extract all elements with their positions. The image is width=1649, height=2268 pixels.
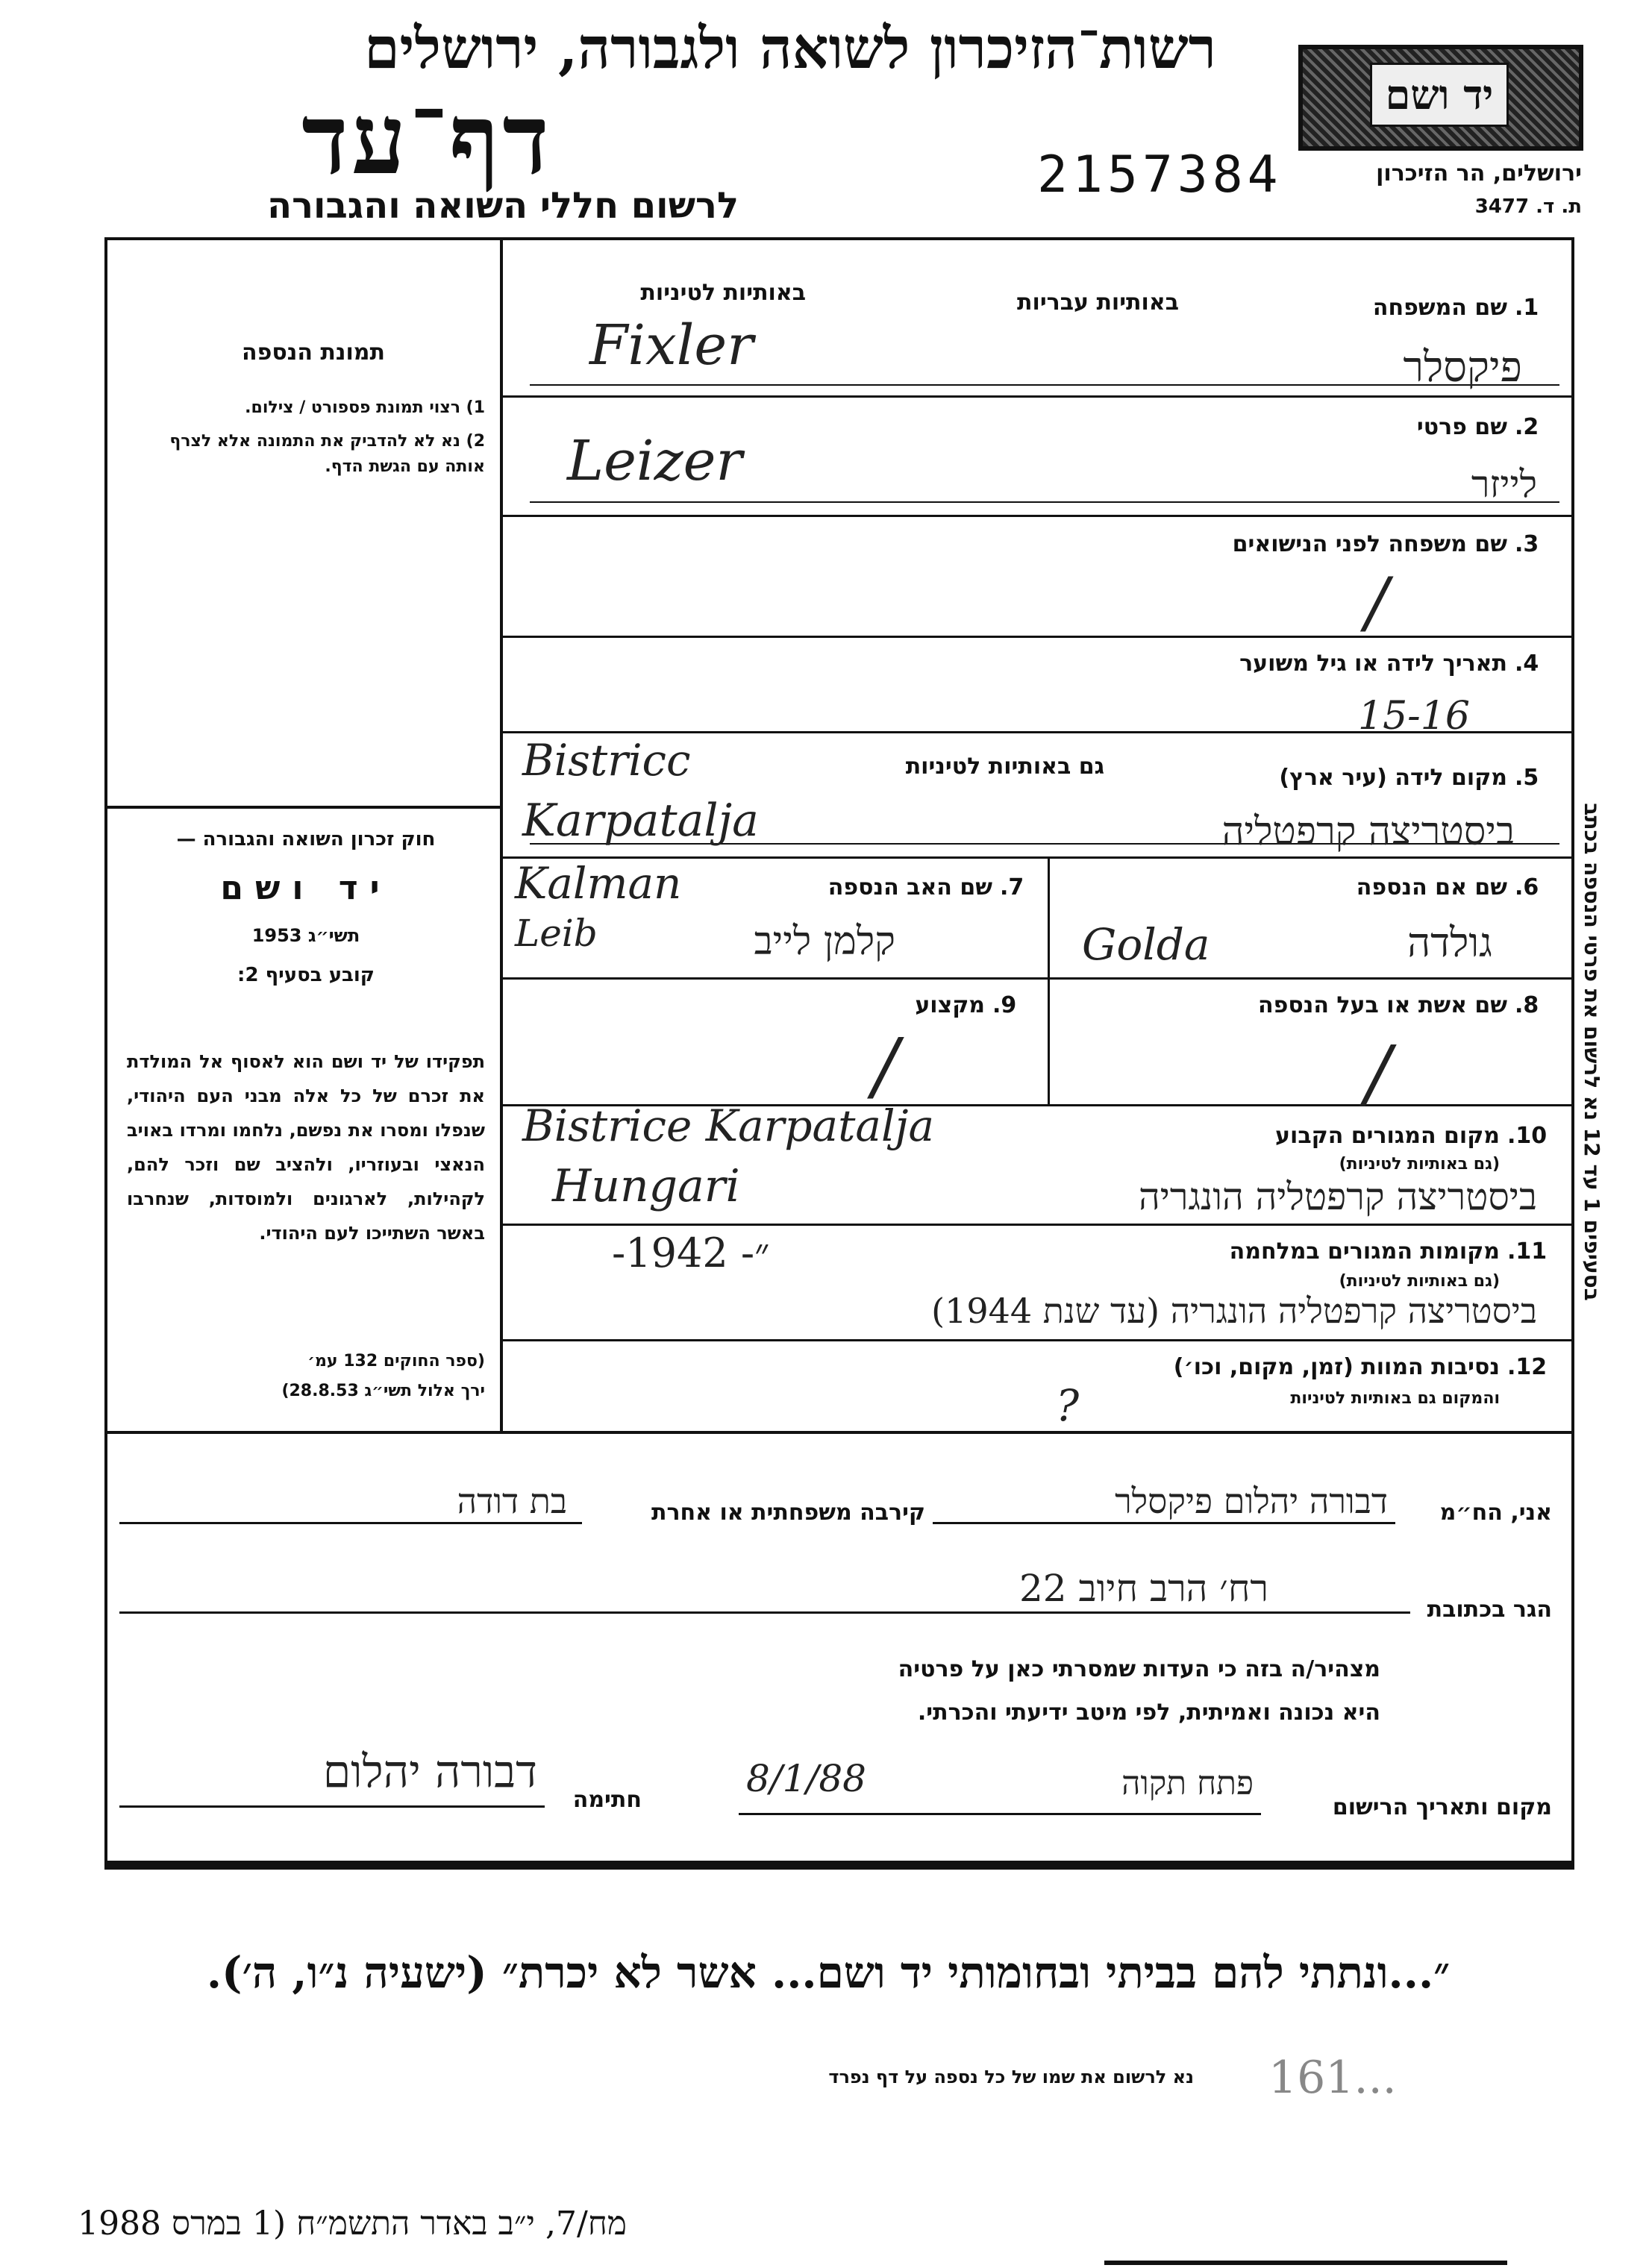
- field-2-label: שם פרטי: [1416, 414, 1507, 440]
- declaration-name: דבורה יהלום פיקסלר: [1115, 1481, 1388, 1521]
- field-4-label: תאריך לידה או גיל משוער: [1239, 651, 1507, 677]
- field-9-value: /: [873, 1022, 898, 1109]
- field-12-label: נסיבות המוות (זמן, מקום, וכו׳): [1173, 1354, 1500, 1380]
- law-section: קובע בסעיף 2:: [237, 964, 375, 986]
- field-7-latin-value-1: Kalman: [515, 858, 682, 909]
- document-number: 2157384: [1037, 145, 1283, 204]
- field-5-latin-value-1: Bistricc: [522, 735, 691, 786]
- law-source-1: (ספר החוקים 132 עמ׳: [307, 1352, 485, 1370]
- field-2-number: 2.: [1515, 414, 1539, 440]
- yad-vashem-logo: [1298, 45, 1583, 151]
- address-text: ירושלים, הר הזיכרון: [1376, 160, 1582, 187]
- field-4-value: 15-16: [1358, 694, 1470, 739]
- field-6-latin-value: Golda: [1082, 919, 1210, 970]
- side-note-part-1: נא לרשום את פרטי הנספה בכתב: [1580, 803, 1604, 1121]
- logo-text: יד ושם: [1370, 63, 1509, 127]
- law-text: תפקידו של יד ושם הוא לאסוף אל המולדת את זכרם של כל אלה מבני העם היהודי, שנפלו ומסרו את נפשם, נלחמו ומרדו באויב הנאצי ובעוזריו, ולהציב שם וזכר להם, לקהילות, לארגונים ולמוסדות, שנחרבו באשר השתייכו לעם היהודי.: [127, 1051, 485, 1244]
- page-subtitle: לרשום חללי השואה והגבורה: [267, 185, 739, 227]
- field-1-number: 1.: [1515, 295, 1539, 321]
- side-note-part-2: בסעיפים 1 עד 12: [1580, 1127, 1604, 1301]
- field-1-sub-latin: באותיות לטיניות: [640, 280, 806, 306]
- field-6-label: שם אם הנספה: [1356, 874, 1507, 900]
- field-10-sub: (גם באותיות לטיניות): [1339, 1155, 1500, 1174]
- side-note: [1574, 671, 1604, 1432]
- field-7-number: 7.: [1000, 874, 1024, 900]
- field-11-sub: (גם באותיות לטיניות): [1339, 1272, 1500, 1291]
- field-1-latin-value: Fixler: [589, 313, 754, 378]
- field-6-hebrew-value: גולדה: [1407, 919, 1492, 966]
- field-11-number: 11.: [1507, 1238, 1548, 1265]
- field-8-number: 8.: [1515, 992, 1539, 1018]
- law-name: יד ושם: [220, 869, 392, 907]
- po-box-text: ת. ד. 3477: [1474, 195, 1582, 218]
- field-10-latin-value-1: Bistrice Karpatalja: [522, 1100, 935, 1151]
- place-date-value: פתח תקוה: [1121, 1764, 1254, 1802]
- law-source-2: ירך אלול תשי״ג 28.8.53): [281, 1382, 485, 1400]
- field-7-hebrew-value: קלמן לייב: [754, 919, 895, 964]
- field-12-sub: והמקום גם באותיות לטיניות: [1290, 1389, 1500, 1408]
- field-7-label: שם האב הנספה: [827, 874, 992, 900]
- field-3-label: שם משפחה לפני הנישואים: [1232, 531, 1507, 557]
- field-5-sub-latin: גם באותיות לטיניות: [905, 754, 1104, 780]
- field-8-value: /: [1365, 1030, 1391, 1117]
- field-5-hebrew-value: ביסטריצה קרפטליה: [1221, 809, 1515, 854]
- place-date-label: מקום ותאריך הרישום: [1332, 1794, 1552, 1820]
- field-10-label: מקום המגורים הקבוע: [1275, 1123, 1500, 1149]
- org-title: רשות־הזיכרון לשואה ולגבורה, ירושלים: [364, 15, 1216, 81]
- field-1-hebrew-value: פיקסלר: [1403, 343, 1522, 392]
- field-8-label: שם אשת או בעל הנספה: [1258, 992, 1507, 1018]
- field-11-hebrew-value: ביסטריצה קרפטליה הונגריה (עד שנת 1944): [931, 1291, 1537, 1331]
- declaration-relation-label: קירבה משפחתית או אחרת: [651, 1500, 925, 1526]
- stamp-number: 161...: [1268, 2052, 1397, 2104]
- field-11-value-1: -״- 1942: [612, 1229, 770, 1276]
- field-6-number: 6.: [1515, 874, 1539, 900]
- field-3-number: 3.: [1515, 531, 1539, 557]
- field-9-number: 9.: [992, 992, 1017, 1018]
- declaration-address-value: רח׳ הרב חיוב 22: [1018, 1567, 1268, 1610]
- field-5-label: מקום לידה (עיר ארץ): [1279, 765, 1507, 791]
- law-year: תשי״ג 1953: [251, 925, 360, 946]
- declaration-address-label: הגר בכתובת: [1427, 1597, 1552, 1623]
- field-7-latin-value-2: Leib: [515, 912, 598, 955]
- field-10-number: 10.: [1507, 1123, 1548, 1149]
- declaration-statement-1: מצהיר/ה בזה כי העדות שמסרתי כאן על פרטיה: [898, 1656, 1380, 1682]
- field-10-latin-value-2: Hungari: [552, 1160, 740, 1212]
- printer-line: מח/7, י״ב באדר התשמ״ח (1 במרס 1988: [78, 2205, 627, 2243]
- footnote: נא לרשום את שמו של כל נספה על דף נפרד: [828, 2067, 1194, 2087]
- field-5-number: 5.: [1515, 765, 1539, 791]
- date-value: 8/1/88: [746, 1757, 866, 1800]
- signature-label: חתימה: [572, 1787, 642, 1813]
- field-12-value: ?: [1056, 1380, 1080, 1431]
- field-4-number: 4.: [1515, 651, 1539, 677]
- page-title: דף־עד: [301, 82, 552, 196]
- signature-value: דבורה יהלום: [322, 1746, 537, 1798]
- field-12-number: 12.: [1507, 1354, 1548, 1380]
- law-title: חוק זכרון השואה והגבורה —: [176, 828, 436, 850]
- field-2-latin-value: Leizer: [567, 429, 742, 493]
- field-3-value: /: [1365, 563, 1389, 642]
- form-frame-bottom: [104, 1864, 1574, 1870]
- photo-title: תמונת הנספה: [242, 339, 385, 366]
- quote: ״...ונתתי להם בביתי ובחומותי יד ושם... אשר לא יכרת״ (ישעיה נ״ו, ה׳).: [206, 1947, 1451, 1998]
- field-10-hebrew-value: ביסטריצה קרפטליה הונגריה: [1139, 1175, 1537, 1218]
- field-9-label: מקצוע: [915, 992, 985, 1018]
- field-1-label: שם המשפחה: [1372, 295, 1507, 321]
- field-2-hebrew-value: לייזר: [1471, 463, 1537, 506]
- field-1-sub-hebrew: באותיות עבריות: [1017, 289, 1179, 316]
- photo-note-1: 1) רצוי תמונת פספורט / צילום.: [245, 398, 485, 417]
- field-11-label: מקומות המגורים במלחמה: [1229, 1238, 1500, 1265]
- declaration-prefix: אני, הח״מ: [1439, 1500, 1552, 1526]
- declaration-relation-value: בת דודה: [457, 1481, 567, 1521]
- declaration-statement-2: היא נכונה ואמיתית, לפי מיטב ידיעתי והכרתי.: [917, 1700, 1380, 1726]
- photo-note-2: 2) נא לא להדביק את התמונה אלא לצרף אותה עם הגשת הדף.: [169, 432, 485, 476]
- field-5-latin-value-2: Karpatalja: [522, 795, 759, 847]
